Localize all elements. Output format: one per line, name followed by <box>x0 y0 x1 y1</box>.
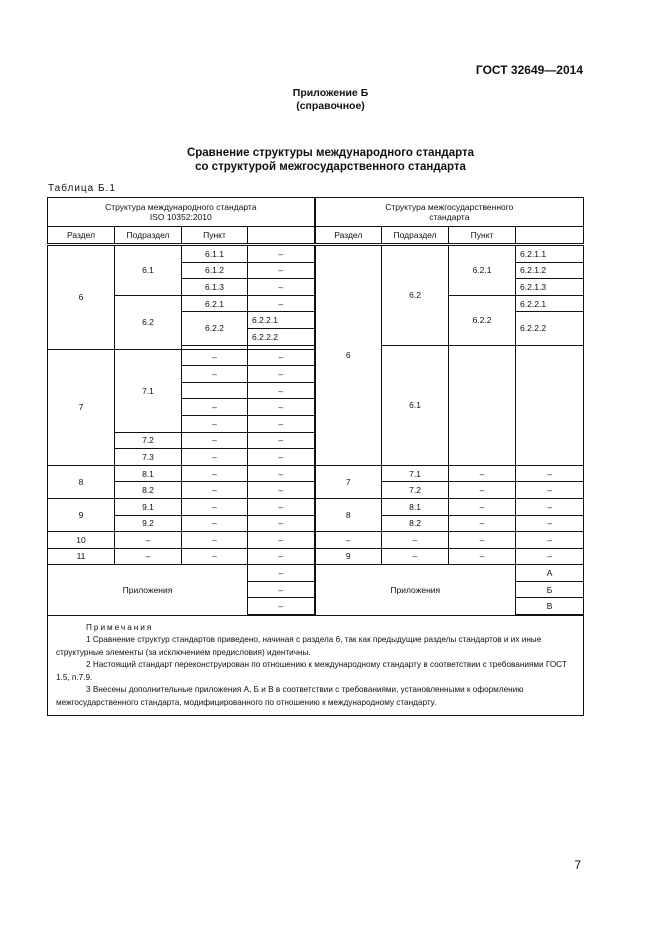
cell: – <box>248 449 315 466</box>
cell: – <box>182 548 248 565</box>
cell: 9.2 <box>115 515 182 532</box>
col-header-subsection: Подраздел <box>115 227 182 245</box>
cell: – <box>248 498 315 515</box>
cell: – <box>248 295 315 312</box>
left-header-line2: ISO 10352:2010 <box>149 212 212 222</box>
appendix-v-cell: В <box>516 598 584 615</box>
cell: – <box>516 482 584 499</box>
cell: 10 <box>48 532 115 549</box>
cell: 6.2.1 <box>182 295 248 312</box>
cell: – <box>449 482 516 499</box>
appendices-row <box>48 565 584 582</box>
cell: – <box>182 415 248 432</box>
cell: 6.2 <box>115 295 182 349</box>
cell: – <box>248 382 315 399</box>
right-header-line2: стандарта <box>429 212 470 222</box>
cell: 9 <box>315 548 382 565</box>
cell: – <box>115 548 182 565</box>
cell: 6.2.1.2 <box>516 262 584 279</box>
cell: – <box>182 482 248 499</box>
page-number: 7 <box>574 858 581 872</box>
cell: – <box>248 349 315 366</box>
cell: 8 <box>315 498 382 531</box>
table-header-row <box>48 198 584 227</box>
appendices-label-right: Приложения <box>315 565 516 615</box>
cell: – <box>248 548 315 565</box>
cell: 11 <box>48 548 115 565</box>
cell: 8.1 <box>115 465 182 482</box>
col-header-section: Раздел <box>315 227 382 245</box>
cell: – <box>516 548 584 565</box>
cell: 6.2.1.1 <box>516 245 584 263</box>
cell: – <box>449 515 516 532</box>
cell: 8.1 <box>382 498 449 515</box>
col-header-blank <box>516 227 584 245</box>
cell: 6.2.2.2 <box>248 328 315 345</box>
cell: – <box>182 399 248 416</box>
cell: 7 <box>48 349 115 465</box>
cell: 8.2 <box>115 482 182 499</box>
right-header <box>315 198 584 227</box>
cell: 6.2.2.1 <box>248 312 315 329</box>
cell: 6.2.2 <box>182 312 248 345</box>
cell: 6.2 <box>382 245 449 346</box>
cell: 7.1 <box>115 349 182 432</box>
table-row <box>48 245 584 263</box>
cell: – <box>182 432 248 449</box>
notes-title: Примечания <box>86 623 154 633</box>
cell: – <box>115 532 182 549</box>
comparison-title-line1: Сравнение структуры международного стандарта <box>186 147 475 159</box>
cell: – <box>449 498 516 515</box>
table-row <box>48 548 584 565</box>
cell: – <box>516 498 584 515</box>
cell: 6.2.2 <box>449 295 516 345</box>
appendices-label-left: Приложения <box>48 565 248 615</box>
left-header <box>48 198 315 227</box>
cell: – <box>382 548 449 565</box>
col-header-blank <box>248 227 315 245</box>
cell: – <box>248 565 315 582</box>
cell: – <box>449 532 516 549</box>
cell: – <box>449 548 516 565</box>
cell: – <box>449 465 516 482</box>
cell: 6 <box>315 245 382 466</box>
appendix-b-cell: Б <box>516 581 584 598</box>
notes-row <box>48 615 584 715</box>
cell: – <box>248 465 315 482</box>
table-subheader-row <box>48 227 584 245</box>
cell: – <box>182 532 248 549</box>
cell: 7.2 <box>382 482 449 499</box>
cell: – <box>248 432 315 449</box>
cell: 9.1 <box>115 498 182 515</box>
cell: 6.2.2.2 <box>516 312 584 345</box>
cell: – <box>516 515 584 532</box>
cell: – <box>248 262 315 279</box>
cell: – <box>248 598 315 615</box>
col-header-section: Раздел <box>48 227 115 245</box>
appendix-name: Приложение Б <box>292 87 369 99</box>
cell: 8.2 <box>382 515 449 532</box>
cell: – <box>182 349 248 366</box>
cell: – <box>315 532 382 549</box>
cell: 6.1 <box>115 245 182 296</box>
col-header-subsection: Подраздел <box>382 227 449 245</box>
cell: – <box>248 482 315 499</box>
cell: – <box>516 532 584 549</box>
left-header-line1: Структура международного стандарта <box>105 202 257 212</box>
document-id: ГОСТ 32649—2014 <box>475 63 583 77</box>
cell: 7.1 <box>382 465 449 482</box>
cell: 6 <box>48 245 115 350</box>
cell: 7.3 <box>115 449 182 466</box>
cell: 6.1.1 <box>182 245 248 263</box>
cell: 6.2.1 <box>449 245 516 296</box>
comparison-title <box>0 146 661 174</box>
appendix-title <box>0 87 661 113</box>
table-row <box>48 532 584 549</box>
cell: 6.2.1.3 <box>516 279 584 296</box>
note-2: 2 Настоящий стандарт переконструирован по отношению к международному стандарту в соответствии с требованиями ГОСТ 1.5, п.7.9. <box>56 660 567 682</box>
notes-block <box>48 615 584 715</box>
cell <box>516 345 584 465</box>
comparison-title-line2: со структурой межгосударственного стандарта <box>195 161 466 173</box>
cell: – <box>182 366 248 383</box>
cell: – <box>248 399 315 416</box>
cell <box>182 382 248 399</box>
cell: – <box>182 515 248 532</box>
col-header-clause: Пункт <box>182 227 248 245</box>
cell: 9 <box>48 498 115 531</box>
cell: – <box>248 245 315 263</box>
cell: – <box>248 532 315 549</box>
cell: – <box>248 279 315 296</box>
table-row <box>48 498 584 515</box>
table-caption: Таблица Б.1 <box>48 183 116 194</box>
note-3: 3 Внесены дополнительные приложения А, Б и В в соответствии с требованиями, установленными к оформлению межгосударственного стандарта, модифицированного по отношению к международному стандарту. <box>56 685 524 707</box>
cell: – <box>182 465 248 482</box>
cell: – <box>248 366 315 383</box>
right-header-line1: Структура межгосударственного <box>385 202 514 212</box>
cell: 8 <box>48 465 115 498</box>
cell: 6.1.2 <box>182 262 248 279</box>
cell: – <box>182 498 248 515</box>
structure-comparison-table <box>47 197 584 716</box>
appendix-a-cell: А <box>516 565 584 582</box>
cell: – <box>248 515 315 532</box>
cell: 7.2 <box>115 432 182 449</box>
cell: 7 <box>315 465 382 498</box>
col-header-clause: Пункт <box>449 227 516 245</box>
table-row <box>48 465 584 482</box>
cell: – <box>516 465 584 482</box>
cell: 6.2.2.1 <box>516 295 584 312</box>
cell: – <box>248 415 315 432</box>
cell: – <box>182 449 248 466</box>
cell: 6.1 <box>382 345 449 465</box>
cell: – <box>248 581 315 598</box>
cell <box>449 345 516 465</box>
note-1: 1 Сравнение структур стандартов приведено, начиная с раздела 6, так как предыдущие разделы стандартов и их иные структурные элементы (за исключением предисловия) идентичны. <box>56 635 542 657</box>
cell: – <box>382 532 449 549</box>
appendix-subtitle: (справочное) <box>296 100 365 112</box>
cell: 6.1.3 <box>182 279 248 296</box>
